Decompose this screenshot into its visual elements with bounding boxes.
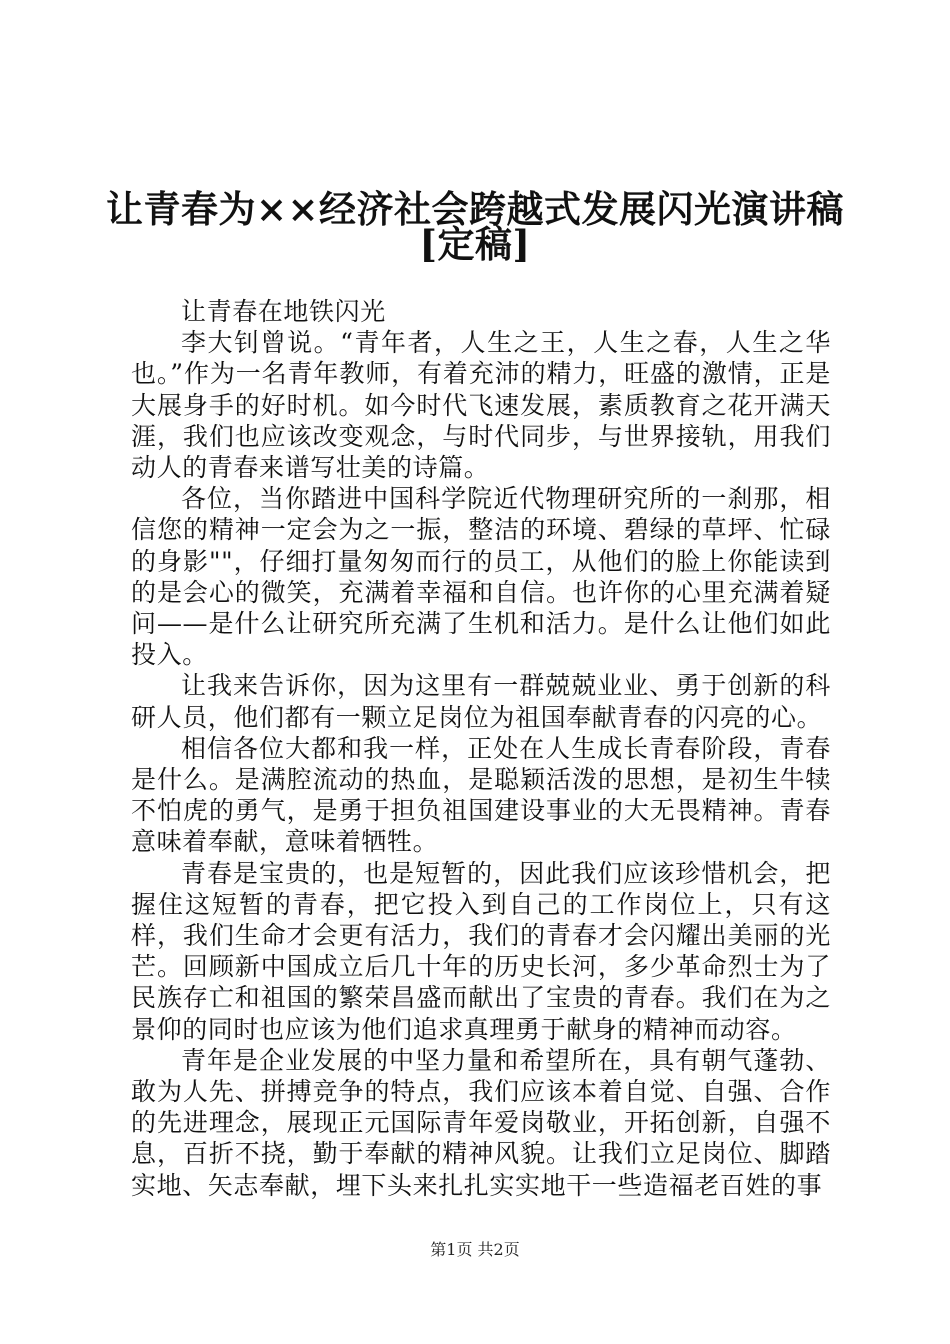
document-title-suffix: [定稿]: [419, 222, 531, 266]
paragraph: 各位，当你踏进中国科学院近代物理研究所的一刹那，相信您的精神一定会为之一振，整洁的环境、碧绿的草坪、忙碌的身影""，仔细打量匆匆而行的员工，从他们的脸上你能读到的是会心的微笑，充满着幸福和自信。也许你的心里充满着疑问——是什么让研究所充满了生机和活力。是什么让他们如此投入。: [131, 484, 831, 670]
document-title: 让青春为××经济社会跨越式发展闪光演讲稿: [105, 187, 844, 231]
document-body: [131, 296, 831, 1201]
paragraph: 青春是宝贵的，也是短暂的，因此我们应该珍惜机会，把握住这短暂的青春，把它投入到自己的工作岗位上，只有这样，我们生命才会更有活力，我们的青春才会闪耀出美丽的光芒。回顾新中国成立后几十年的历史长河，多少革命烈士为了民族存亡和祖国的繁荣昌盛而献出了宝贵的青春。我们在为之景仰的同时也应该为他们追求真理勇于献身的精神而动容。: [131, 858, 831, 1044]
paragraph-subtitle: 让青春在地铁闪光: [181, 297, 386, 326]
page-number-footer: 第1页 共2页: [430, 1240, 520, 1259]
paragraph: 青年是企业发展的中坚力量和希望所在，具有朝气蓬勃、敢为人先、拼搏竞争的特点，我们应该本着自觉、自强、合作的先进理念，展现正元国际青年爱岗敬业，开拓创新，自强不息，百折不挠，勤于奉献的精神风貌。让我们立足岗位、脚踏实地、矢志奉献，埋下头来扎扎实实地干一些造福老百姓的事: [131, 1045, 831, 1200]
paragraph: 让我来告诉你，因为这里有一群兢兢业业、勇于创新的科研人员，他们都有一颗立足岗位为祖国奉献青春的闪亮的心。: [131, 671, 831, 732]
paragraph: 李大钊曾说。“青年者，人生之王，人生之春，人生之华也。”作为一名青年教师，有着充沛的精力，旺盛的激情，正是大展身手的好时机。如今时代飞速发展，素质教育之花开满天涯，我们也应该改变观念，与时代同步，与世界接轨，用我们动人的青春来谱写壮美的诗篇。: [131, 328, 831, 483]
paragraph: 相信各位大都和我一样，正处在人生成长青春阶段，青春是什么。是满腔流动的热血，是聪颖活泼的思想，是初生牛犊不怕虎的勇气，是勇于担负祖国建设事业的大无畏精神。青春意味着奉献，意味着牺牲。: [131, 733, 831, 857]
